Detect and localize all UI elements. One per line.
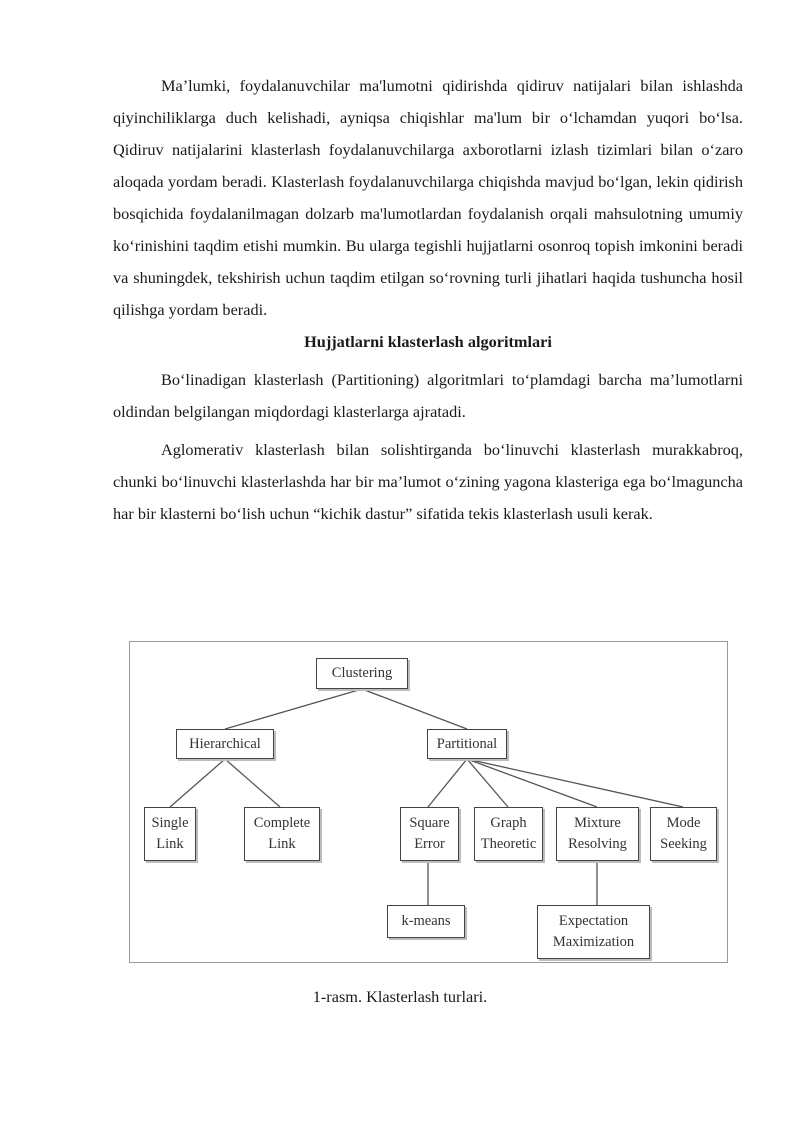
document-body bbox=[113, 70, 743, 530]
node-mixture-resolving: Mixture Resolving bbox=[556, 807, 639, 861]
node-expectation-maximization: Expectation Maximization bbox=[537, 905, 650, 959]
node-graph-theoretic: Graph Theoretic bbox=[474, 807, 543, 861]
paragraph-intro: Ma’lumki, foydalanuvchilar ma'lumotni qidirishda qidiruv natijalari bilan ishlashda qiyinchiliklarga duch kelishadi, ayniqsa chiqishlar ma'lum bir o‘lchamdan yuqori bo‘lsa. Qidiruv natijalarini klasterlash foydalanuvchilarga axborotlarni izlash tizimlari bilan o‘zaro aloqada yordam beradi. Klasterlash foydalanuvchilarga chiqishda mavjud bo‘lgan, lekin qidirish bosqichida foydalanilmagan dolzarb ma'lumotlardan foydalanish orqali mahsulotning umumiy ko‘rinishini taqdim etishi mumkin. Bu ularga tegishli hujjatlarni osonroq topish imkonini beradi va shuningdek, tekshirish uchun taqdim etilgan so‘rovning turli jihatlari haqida tushuncha hosil qilishga yordam beradi. bbox=[113, 76, 743, 319]
node-partitional: Partitional bbox=[427, 729, 507, 759]
clustering-taxonomy-diagram bbox=[129, 641, 728, 963]
section-heading: Hujjatlarni klasterlash algoritmlari bbox=[304, 332, 552, 351]
edge-root-partitional bbox=[362, 689, 467, 729]
node-k-means: k-means bbox=[387, 905, 465, 938]
edge-hierarchical-single bbox=[170, 759, 225, 807]
edge-partitional-square bbox=[428, 759, 467, 807]
node-hierarchical: Hierarchical bbox=[176, 729, 274, 759]
node-clustering: Clustering bbox=[316, 658, 408, 689]
node-single-link: Single Link bbox=[144, 807, 196, 861]
node-mode-seeking: Mode Seeking bbox=[650, 807, 717, 861]
paragraph-partitioning: Bo‘linadigan klasterlash (Partitioning) algoritmlari to‘plamdagi barcha ma’lumotlarni oldindan belgilangan miqdordagi klasterlarga ajratadi. bbox=[113, 370, 743, 421]
paragraph-agglomerative: Aglomerativ klasterlash bilan solishtirganda bo‘linuvchi klasterlash murakkabroq, chunki bo‘linuvchi klasterlashda har bir ma’lumot o‘zining yagona klasteriga ega bo‘lmaguncha har bir klasterni bo‘lish uchun “kichik dastur” sifatida tekis klasterlash usuli kerak. bbox=[113, 440, 743, 523]
edge-hierarchical-complete bbox=[225, 759, 280, 807]
edge-partitional-mode bbox=[467, 759, 683, 807]
node-square-error: Square Error bbox=[400, 807, 459, 861]
node-complete-link: Complete Link bbox=[244, 807, 320, 861]
figure-caption: 1-rasm. Klasterlash turlari. bbox=[312, 987, 488, 1006]
edge-root-hierarchical bbox=[225, 689, 362, 729]
